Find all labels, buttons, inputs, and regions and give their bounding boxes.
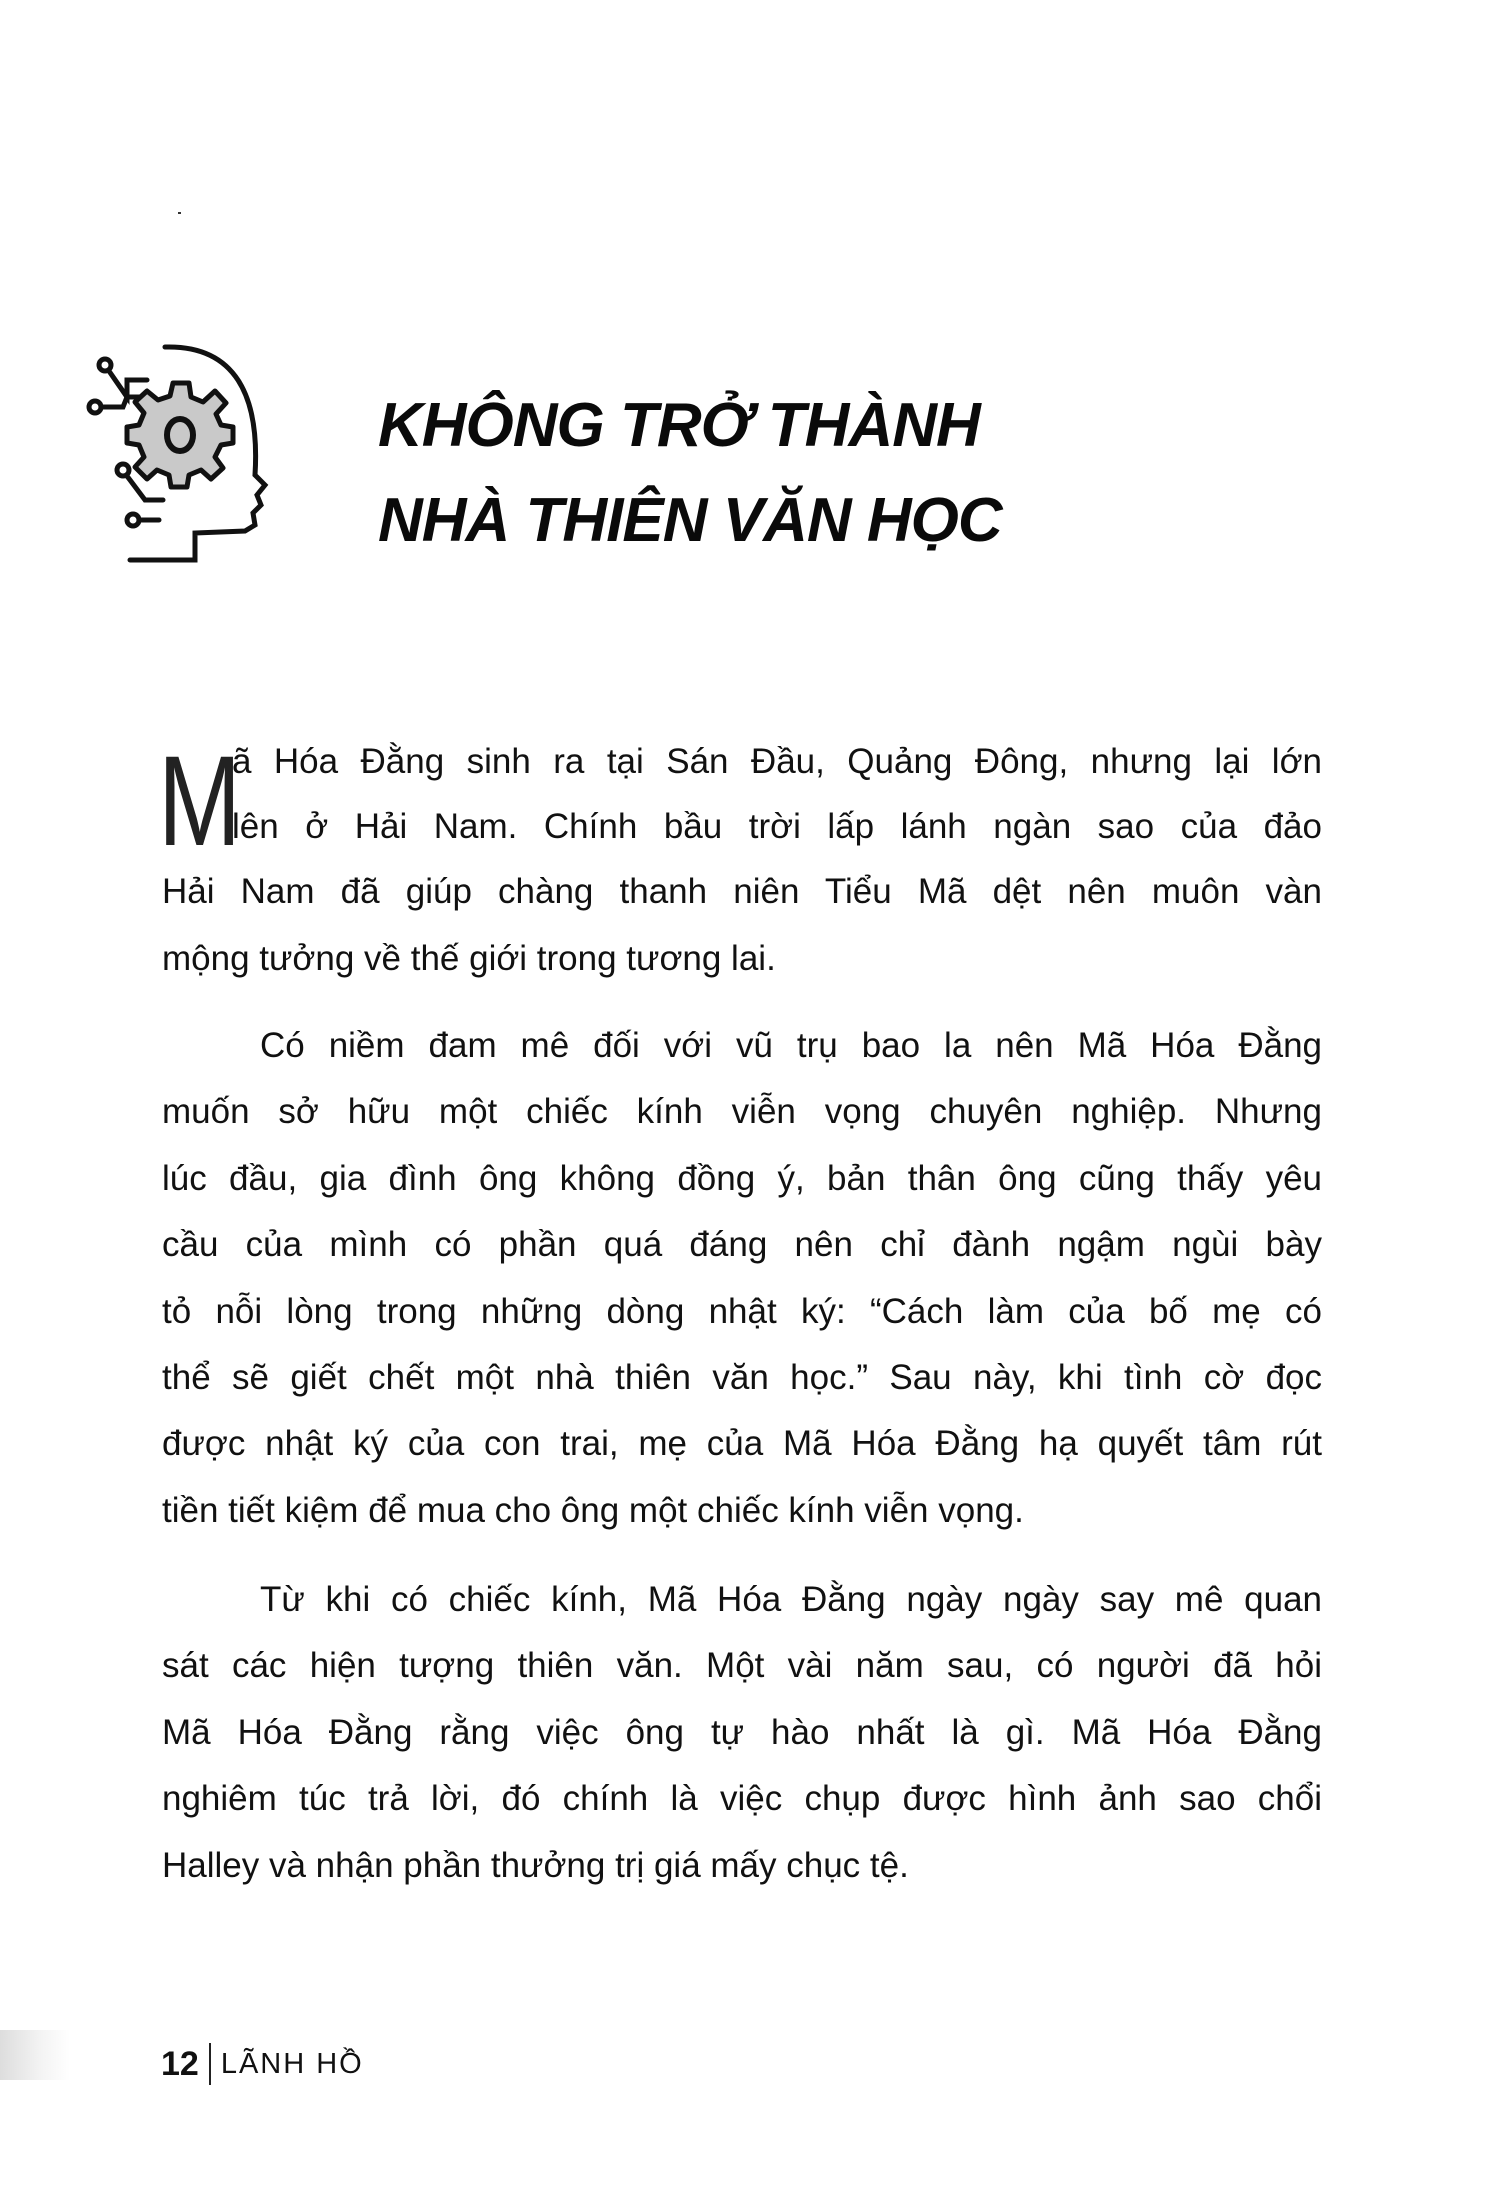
page-number: 12 bbox=[161, 2044, 199, 2083]
chapter-title-line-2: NHÀ THIÊN VĂN HỌC bbox=[378, 486, 1002, 555]
paragraph-2-line: tỏ nỗi lòng trong những dòng nhật ký: “Cách làm của bố mẹ có bbox=[162, 1292, 1322, 1331]
paragraph-2-line: Có niềm đam mê đối với vũ trụ bao la nên Mã Hóa Đằng bbox=[260, 1026, 1322, 1065]
head-gear-circuit-icon bbox=[85, 335, 345, 565]
paragraph-3-line: Từ khi có chiếc kính, Mã Hóa Đằng ngày ngày say mê quan bbox=[260, 1580, 1322, 1619]
page-footer bbox=[161, 2043, 364, 2085]
paragraph-3-line: Halley và nhận phần thưởng trị giá mấy chục tệ. bbox=[162, 1846, 909, 1885]
paragraph-1-line: Hải Nam đã giúp chàng thanh niên Tiểu Mã dệt nên muôn vàn bbox=[162, 872, 1322, 911]
paragraph-2-line: cầu của mình có phần quá đáng nên chỉ đành ngậm ngùi bày bbox=[162, 1225, 1322, 1264]
paragraph-3-line: Mã Hóa Đằng rằng việc ông tự hào nhất là gì. Mã Hóa Đằng bbox=[162, 1713, 1322, 1752]
paragraph-3-line: sát các hiện tượng thiên văn. Một vài năm sau, có người đã hỏi bbox=[162, 1646, 1322, 1685]
paragraph-2-line: muốn sở hữu một chiếc kính viễn vọng chuyên nghiệp. Nhưng bbox=[162, 1092, 1322, 1131]
page-edge-shadow bbox=[0, 2030, 70, 2080]
paragraph-2-line: được nhật ký của con trai, mẹ của Mã Hóa Đằng hạ quyết tâm rút bbox=[162, 1424, 1322, 1463]
author-name: LÃNH HỒ bbox=[220, 2047, 364, 2080]
paragraph-2-line: thể sẽ giết chết một nhà thiên văn học.” Sau này, khi tình cờ đọc bbox=[162, 1358, 1322, 1397]
footer-divider bbox=[209, 2043, 211, 2085]
paragraph-3-line: nghiêm túc trả lời, đó chính là việc chụp được hình ảnh sao chổi bbox=[162, 1779, 1322, 1818]
paragraph-1-line: mộng tưởng về thế giới trong tương lai. bbox=[162, 939, 776, 978]
scan-speck bbox=[178, 212, 181, 214]
paragraph-2-line: tiền tiết kiệm để mua cho ông một chiếc kính viễn vọng. bbox=[162, 1491, 1024, 1530]
chapter-title-line-1: KHÔNG TRỞ THÀNH bbox=[378, 391, 980, 460]
drop-cap: M bbox=[158, 730, 242, 873]
paragraph-1-line: ã Hóa Đằng sinh ra tại Sán Đầu, Quảng Đông, nhưng lại lớn bbox=[232, 742, 1322, 781]
paragraph-1-line: lên ở Hải Nam. Chính bầu trời lấp lánh ngàn sao của đảo bbox=[232, 807, 1322, 846]
paragraph-2-line: lúc đầu, gia đình ông không đồng ý, bản thân ông cũng thấy yêu bbox=[162, 1159, 1322, 1198]
